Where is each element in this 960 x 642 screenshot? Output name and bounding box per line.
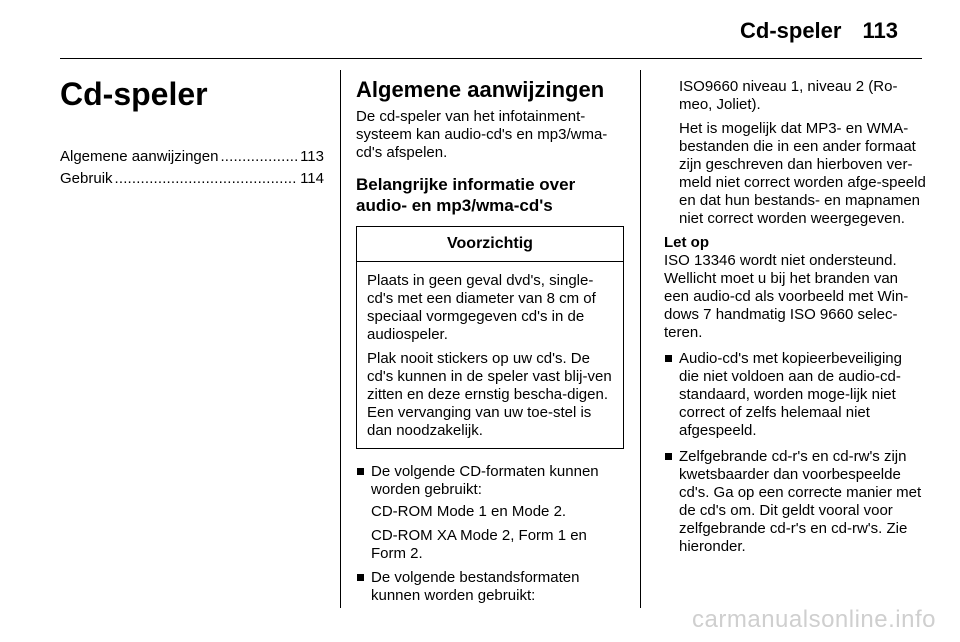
content-column-1 [356,78,624,609]
format-paragraph: ISO9660 niveau 1, niveau 2 (Ro-meo, Joliet). [679,78,898,113]
toc-entry[interactable] [60,148,324,166]
caution-title: Voorzichtig [357,227,623,262]
toc-entry[interactable] [60,170,324,188]
intro-paragraph: De cd-speler van het infotainment-systeem kan audio-cd's en mp3/wma-cd's afspelen. [356,108,608,161]
toc-entry-label: Gebruik [60,170,113,187]
toc-leader [115,170,299,188]
chapter-title: Cd-speler [60,76,208,112]
toc-leader [220,148,298,166]
header-title: Cd-speler [740,18,842,43]
caution-box [356,226,624,449]
caution-paragraph: Plak nooit stickers op uw cd's. De cd's kunnen in de speler vast blij-ven zitten en deze ernstig bescha-digen. Een vervanging van uw toe-stel is dan noodzakelijk. [367,350,612,439]
list-item: Audio-cd's met kopieerbeveiliging die niet voldoen aan de audio-cd-standaard, worden moge-lijk niet correct of zelfs helemaal niet afgespeeld. [664,350,926,440]
list-item: Zelfgebrande cd-r's en cd-rw's zijn kwetsbaarder dan voorbespeelde cd's. Ga op een correcte manier met de cd's om. Dit geldt vooral voor zelfgebrande cd-r's en cd-rw's. Zie hieronder. [664,448,926,556]
column-divider-1 [340,70,341,608]
toc-entry-page: 113 [300,148,324,165]
toc-column [60,76,324,192]
note-title: Let op [664,234,709,251]
toc-entry-page: 114 [300,170,324,187]
section-heading: Algemene aanwijzingen [356,77,605,102]
column-divider-2 [640,70,641,608]
header-rule [60,58,922,59]
subsection-heading: Belangrijke informatie over audio- en mp3/wma-cd's [356,175,576,215]
format-paragraph: Het is mogelijk dat MP3- en WMA-bestanden die in een ander formaat zijn geschreven dan hierboven ver-meld niet correct worden afge-speeld en dat hun bestands- en mapnamen niet correct worden weergegeven. [679,120,926,227]
caution-paragraph: Plaats in geen geval dvd's, single-cd's met een diameter van 8 cm of speciaal vormgegeven cd's in de audiospeler. [367,272,596,343]
list-subitem: CD-ROM Mode 1 en Mode 2. [371,503,567,520]
list-item: De volgende CD-formaten kunnen worden gebruikt: [356,463,624,499]
list-item: De volgende bestandsformaten kunnen worden gebruikt: [356,569,624,605]
list-subitem: CD-ROM XA Mode 2, Form 1 en Form 2. [371,527,587,562]
toc-entry-label: Algemene aanwijzingen [60,148,219,165]
watermark: carmanualsonline.info [692,606,936,633]
page-number: 113 [862,18,898,43]
content-column-2 [664,78,926,560]
note-block [664,234,926,342]
note-body: ISO 13346 wordt niet ondersteund. Wellicht moet u bij het branden van een audio-cd als voorbeeld met Win-dows 7 handmatig ISO 9660 selec-teren. [664,252,909,341]
